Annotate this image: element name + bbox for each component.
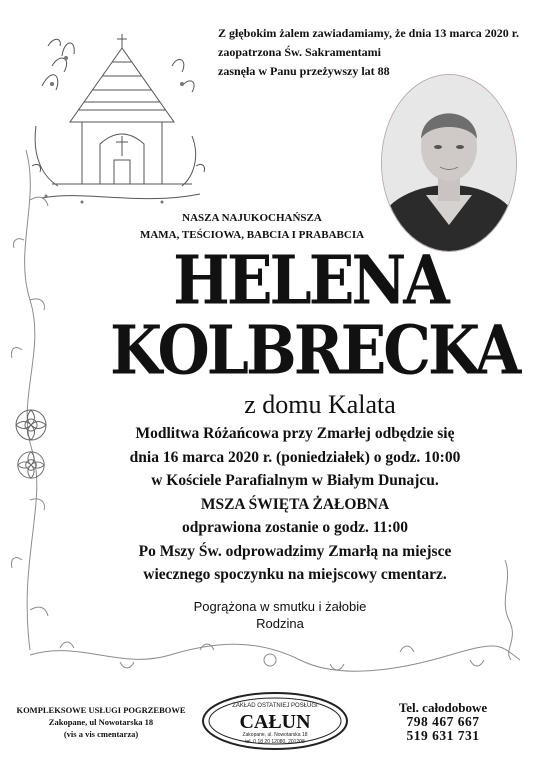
phone-label: Tel. całodobowe	[398, 700, 488, 715]
phone-number-1: 798 467 667	[406, 714, 480, 729]
mourners-line: Rodzina	[256, 616, 304, 631]
ceremony-line: wiecznego spoczynku na miejscowy cmentarz.	[143, 566, 447, 583]
company-address: Zakopane, ul Nowotarska 18	[48, 717, 154, 727]
logo-tel: tel. 0 18 20 12080, 201208	[245, 739, 305, 745]
relation-subtitle	[132, 210, 372, 244]
portrait-photo	[381, 74, 517, 252]
mourners-signature	[110, 598, 450, 632]
logo-name: CAŁUN	[239, 711, 311, 733]
logo-top-text: ZAKŁAD OSTATNIEJ POSŁUGI	[232, 703, 318, 709]
person-portrait-icon	[382, 75, 516, 251]
ceremony-line: Modlitwa Różańcowa przy Zmarłej odbędzie się	[135, 425, 455, 442]
ceremony-line: w Kościele Parafialnym w Białym Dunajcu.	[151, 472, 439, 489]
ceremony-line: Po Mszy Św. odprowadzimy Zmarłą na miejsce	[138, 542, 452, 560]
chapel-illustration	[22, 26, 212, 216]
company-note: (vis a vis cmentarza)	[63, 729, 139, 739]
phone-contact	[358, 701, 528, 743]
maiden-name: z domu Kalata	[244, 390, 396, 419]
ceremony-details	[70, 422, 520, 587]
ceremony-line: MSZA ŚWIĘTA ŻAŁOBNA	[200, 495, 390, 513]
ceremony-line: odprawiona zostanie o godz. 11:00	[181, 519, 409, 536]
ceremony-line: dnia 16 marca 2020 r. (poniedziałek) o godz. 10:00	[129, 448, 461, 466]
rosette-icon	[16, 450, 46, 480]
calun-logo	[200, 690, 350, 757]
funeral-company-info	[6, 704, 196, 740]
deceased-first-name: HELENA	[173, 241, 447, 321]
intro-line: zaopatrzona Św. Sakramentami	[218, 45, 381, 59]
rosette-icon	[14, 408, 48, 442]
announcement-intro	[218, 24, 528, 81]
deceased-last-name: KOLBRECKA	[110, 311, 519, 391]
logo-subtitle: Zakopane, ul. Nowotarska 18	[242, 732, 308, 738]
intro-line: zasnęła w Panu przeżywszy lat 88	[218, 64, 390, 78]
subtitle-line: MAMA, TEŚCIOWA, BABCIA I PRABABCIA	[139, 229, 365, 241]
mourners-line: Pogrążona w smutku i żałobie	[193, 599, 367, 614]
subtitle-line: NASZA NAJUKOCHAŃSZA	[182, 212, 322, 224]
company-name: KOMPLEKSOWE USŁUGI POGRZEBOWE	[16, 705, 186, 715]
phone-number-2: 519 631 731	[406, 728, 480, 743]
intro-line: Z głębokim żalem zawiadamiamy, że dnia 13 marca 2020 r.	[218, 26, 519, 40]
